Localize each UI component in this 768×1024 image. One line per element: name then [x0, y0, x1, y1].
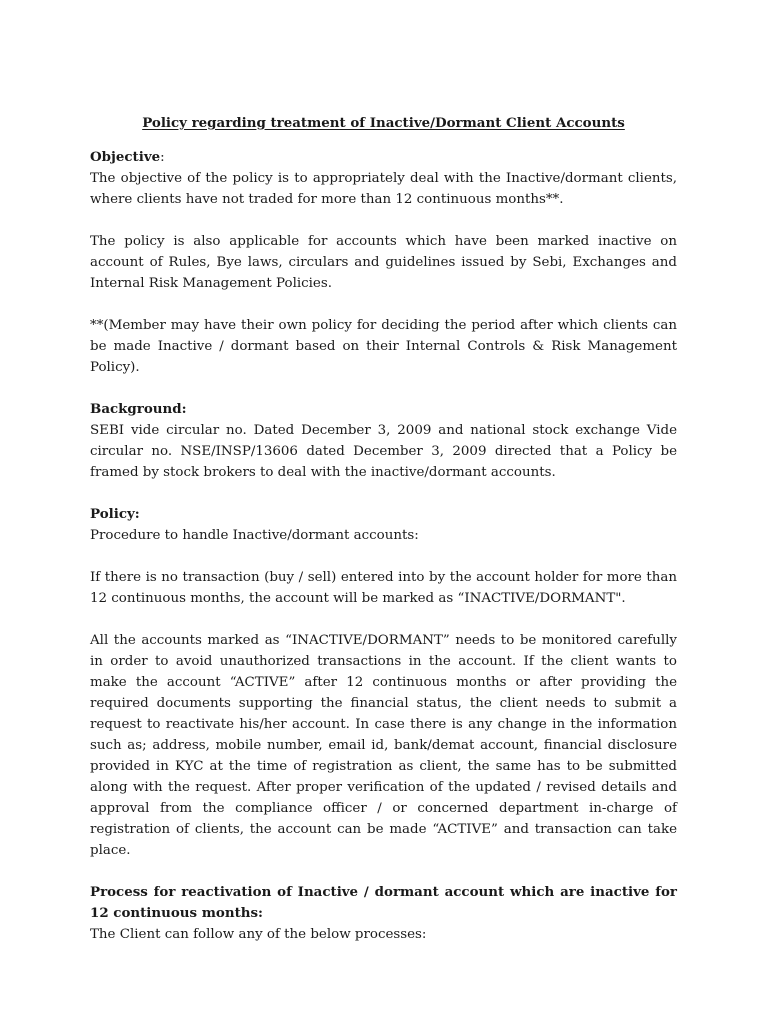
process-heading: Process for reactivation of Inactive / dormant account which are inactive for 12 continuous months:	[90, 884, 677, 921]
objective-heading-colon: :	[160, 150, 165, 165]
objective-paragraph-2: The policy is also applicable for accounts which have been marked inactive on account of Rules, Bye laws, circulars and guidelines issued by Sebi, Exchanges and Internal Risk Management Policies.	[90, 234, 677, 291]
objective-heading-text: Objective	[90, 149, 161, 165]
objective-heading	[90, 147, 677, 168]
objective-paragraph-1: The objective of the policy is to appropriately deal with the Inactive/dormant clients, where clients have not traded for more than 12 continuous months**.	[90, 171, 677, 207]
policy-heading: Policy:	[90, 506, 140, 522]
document-page	[90, 113, 677, 945]
background-paragraph: SEBI vide circular no. Dated December 3, 2009 and national stock exchange Vide circular no. NSE/INSP/13606 dated December 3, 2009 directed that a Policy be framed by stock brokers to deal with the inactive/dormant accounts.	[90, 423, 677, 480]
background-heading: Background:	[90, 401, 187, 417]
objective-footnote: **(Member may have their own policy for deciding the period after which clients can be made Inactive / dormant based on their Internal Controls & Risk Management Policy).	[90, 318, 677, 375]
policy-paragraph-3: All the accounts marked as “INACTIVE/DORMANT” needs to be monitored carefully in order to avoid unauthorized transactions in the account. If the client wants to make the account “ACTIVE” after 12 continuous months or after providing the required documents supporting the financial status, the client needs to submit a request to reactivate his/her account. In case there is any change in the information such as; address, mobile number, email id, bank/demat account, financial disclosure provided in KYC at the time of registration as client, the same has to be submitted along with the request. After proper verification of the updated / revised details and approval from the compliance officer / or concerned department in-charge of registration of clients, the account can be made “ACTIVE” and transaction can take place.	[90, 633, 677, 858]
policy-paragraph-1: Procedure to handle Inactive/dormant accounts:	[90, 528, 419, 543]
document-title: Policy regarding treatment of Inactive/Dormant Client Accounts	[142, 115, 625, 131]
policy-paragraph-2: If there is no transaction (buy / sell) entered into by the account holder for more than 12 continuous months, the account will be marked as “INACTIVE/DORMANT".	[90, 570, 677, 606]
process-paragraph: The Client can follow any of the below processes:	[90, 927, 427, 942]
